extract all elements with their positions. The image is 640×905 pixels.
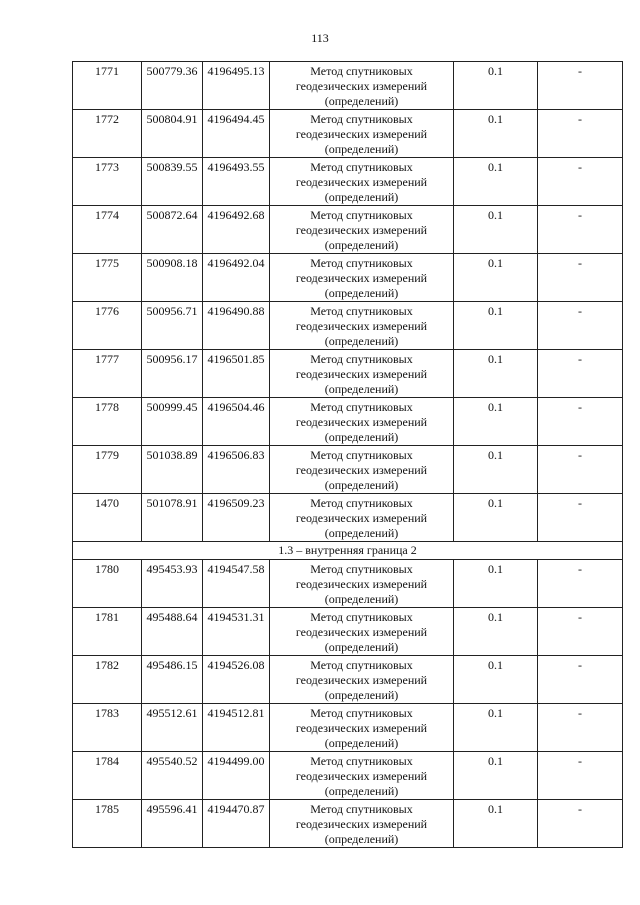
table-row xyxy=(73,206,623,254)
note-cell: - xyxy=(538,608,623,656)
y-coordinate-cell: 4194470.87 xyxy=(203,800,270,848)
table-row xyxy=(73,494,623,542)
method-cell xyxy=(270,110,454,158)
method-line: (определений) xyxy=(324,382,399,396)
method-line: Метод спутниковых xyxy=(310,562,413,576)
accuracy-cell: 0.1 xyxy=(454,398,538,446)
method-line: Метод спутниковых xyxy=(310,448,413,462)
table-row xyxy=(73,704,623,752)
method-line: Метод спутниковых xyxy=(310,160,413,174)
y-coordinate-cell: 4194526.08 xyxy=(203,656,270,704)
y-coordinate-cell: 4196494.45 xyxy=(203,110,270,158)
note-cell: - xyxy=(538,656,623,704)
method-cell xyxy=(270,158,454,206)
method-line: (определений) xyxy=(324,238,399,252)
method-line: (определений) xyxy=(324,592,399,606)
x-coordinate-cell: 500908.18 xyxy=(142,254,203,302)
method-cell xyxy=(270,350,454,398)
method-line: (определений) xyxy=(324,736,399,750)
y-coordinate-cell: 4194531.31 xyxy=(203,608,270,656)
method-line: Метод спутниковых xyxy=(310,658,413,672)
table-row xyxy=(73,560,623,608)
y-coordinate-cell: 4196492.68 xyxy=(203,206,270,254)
table-row xyxy=(73,656,623,704)
method-line: геодезических измерений xyxy=(295,127,428,141)
note-cell: - xyxy=(538,446,623,494)
point-number-cell: 1774 xyxy=(73,206,142,254)
point-number-cell: 1784 xyxy=(73,752,142,800)
method-line: (определений) xyxy=(324,832,399,846)
x-coordinate-cell: 501038.89 xyxy=(142,446,203,494)
y-coordinate-cell: 4196509.23 xyxy=(203,494,270,542)
method-line: геодезических измерений xyxy=(295,577,428,591)
method-line: геодезических измерений xyxy=(295,415,428,429)
method-line: Метод спутниковых xyxy=(310,256,413,270)
method-line: (определений) xyxy=(324,286,399,300)
note-cell: - xyxy=(538,350,623,398)
x-coordinate-cell: 495486.15 xyxy=(142,656,203,704)
method-line: геодезических измерений xyxy=(295,367,428,381)
method-cell xyxy=(270,206,454,254)
note-cell: - xyxy=(538,62,623,110)
method-line: Метод спутниковых xyxy=(310,64,413,78)
method-cell xyxy=(270,494,454,542)
accuracy-cell: 0.1 xyxy=(454,656,538,704)
section-header-row xyxy=(73,542,623,560)
note-cell: - xyxy=(538,254,623,302)
method-line: Метод спутниковых xyxy=(310,610,413,624)
table-row xyxy=(73,254,623,302)
y-coordinate-cell: 4196495.13 xyxy=(203,62,270,110)
x-coordinate-cell: 495488.64 xyxy=(142,608,203,656)
point-number-cell: 1470 xyxy=(73,494,142,542)
method-line: Метод спутниковых xyxy=(310,400,413,414)
point-number-cell: 1773 xyxy=(73,158,142,206)
table-row xyxy=(73,752,623,800)
table-row xyxy=(73,302,623,350)
point-number-cell: 1772 xyxy=(73,110,142,158)
table-row xyxy=(73,62,623,110)
method-line: геодезических измерений xyxy=(295,271,428,285)
y-coordinate-cell: 4194547.58 xyxy=(203,560,270,608)
method-line: геодезических измерений xyxy=(295,463,428,477)
accuracy-cell: 0.1 xyxy=(454,158,538,206)
accuracy-cell: 0.1 xyxy=(454,62,538,110)
accuracy-cell: 0.1 xyxy=(454,494,538,542)
method-cell xyxy=(270,800,454,848)
method-line: Метод спутниковых xyxy=(310,802,413,816)
note-cell: - xyxy=(538,110,623,158)
method-line: геодезических измерений xyxy=(295,511,428,525)
method-line: Метод спутниковых xyxy=(310,112,413,126)
accuracy-cell: 0.1 xyxy=(454,254,538,302)
table-row xyxy=(73,350,623,398)
table-row xyxy=(73,158,623,206)
section-title: 1.3 – внутренняя граница 2 xyxy=(73,542,623,560)
point-number-cell: 1779 xyxy=(73,446,142,494)
method-line: Метод спутниковых xyxy=(310,208,413,222)
y-coordinate-cell: 4196501.85 xyxy=(203,350,270,398)
method-line: (определений) xyxy=(324,688,399,702)
method-cell xyxy=(270,398,454,446)
x-coordinate-cell: 500956.17 xyxy=(142,350,203,398)
note-cell: - xyxy=(538,752,623,800)
method-cell xyxy=(270,752,454,800)
method-line: геодезических измерений xyxy=(295,175,428,189)
coordinates-table xyxy=(72,61,623,848)
method-cell xyxy=(270,560,454,608)
x-coordinate-cell: 500779.36 xyxy=(142,62,203,110)
coordinates-table-body xyxy=(73,62,623,848)
method-cell xyxy=(270,302,454,350)
method-cell xyxy=(270,446,454,494)
note-cell: - xyxy=(538,302,623,350)
point-number-cell: 1781 xyxy=(73,608,142,656)
method-line: (определений) xyxy=(324,478,399,492)
method-line: (определений) xyxy=(324,142,399,156)
method-line: (определений) xyxy=(324,640,399,654)
x-coordinate-cell: 495512.61 xyxy=(142,704,203,752)
point-number-cell: 1785 xyxy=(73,800,142,848)
y-coordinate-cell: 4196490.88 xyxy=(203,302,270,350)
note-cell: - xyxy=(538,494,623,542)
y-coordinate-cell: 4196504.46 xyxy=(203,398,270,446)
point-number-cell: 1780 xyxy=(73,560,142,608)
table-row xyxy=(73,800,623,848)
page-number: 113 xyxy=(311,31,329,45)
accuracy-cell: 0.1 xyxy=(454,302,538,350)
method-line: Метод спутниковых xyxy=(310,706,413,720)
note-cell: - xyxy=(538,800,623,848)
x-coordinate-cell: 500872.64 xyxy=(142,206,203,254)
table-row xyxy=(73,398,623,446)
table-row xyxy=(73,608,623,656)
note-cell: - xyxy=(538,398,623,446)
x-coordinate-cell: 500956.71 xyxy=(142,302,203,350)
method-line: геодезических измерений xyxy=(295,625,428,639)
y-coordinate-cell: 4194512.81 xyxy=(203,704,270,752)
method-line: геодезических измерений xyxy=(295,673,428,687)
point-number-cell: 1776 xyxy=(73,302,142,350)
table-row xyxy=(73,110,623,158)
point-number-cell: 1778 xyxy=(73,398,142,446)
accuracy-cell: 0.1 xyxy=(454,752,538,800)
accuracy-cell: 0.1 xyxy=(454,206,538,254)
x-coordinate-cell: 500804.91 xyxy=(142,110,203,158)
x-coordinate-cell: 500839.55 xyxy=(142,158,203,206)
point-number-cell: 1775 xyxy=(73,254,142,302)
accuracy-cell: 0.1 xyxy=(454,350,538,398)
method-line: геодезических измерений xyxy=(295,319,428,333)
x-coordinate-cell: 500999.45 xyxy=(142,398,203,446)
method-line: (определений) xyxy=(324,784,399,798)
note-cell: - xyxy=(538,704,623,752)
y-coordinate-cell: 4196506.83 xyxy=(203,446,270,494)
point-number-cell: 1777 xyxy=(73,350,142,398)
point-number-cell: 1782 xyxy=(73,656,142,704)
x-coordinate-cell: 495540.52 xyxy=(142,752,203,800)
accuracy-cell: 0.1 xyxy=(454,446,538,494)
note-cell: - xyxy=(538,158,623,206)
method-line: (определений) xyxy=(324,430,399,444)
method-line: геодезических измерений xyxy=(295,79,428,93)
method-line: геодезических измерений xyxy=(295,223,428,237)
method-line: (определений) xyxy=(324,94,399,108)
x-coordinate-cell: 495596.41 xyxy=(142,800,203,848)
method-line: (определений) xyxy=(324,526,399,540)
y-coordinate-cell: 4196492.04 xyxy=(203,254,270,302)
x-coordinate-cell: 501078.91 xyxy=(142,494,203,542)
point-number-cell: 1783 xyxy=(73,704,142,752)
method-cell xyxy=(270,656,454,704)
method-cell xyxy=(270,62,454,110)
point-number-cell: 1771 xyxy=(73,62,142,110)
table-row xyxy=(73,446,623,494)
method-line: (определений) xyxy=(324,190,399,204)
accuracy-cell: 0.1 xyxy=(454,800,538,848)
accuracy-cell: 0.1 xyxy=(454,608,538,656)
method-cell xyxy=(270,254,454,302)
accuracy-cell: 0.1 xyxy=(454,704,538,752)
x-coordinate-cell: 495453.93 xyxy=(142,560,203,608)
note-cell: - xyxy=(538,206,623,254)
method-line: Метод спутниковых xyxy=(310,304,413,318)
method-line: (определений) xyxy=(324,334,399,348)
method-line: геодезических измерений xyxy=(295,769,428,783)
method-line: Метод спутниковых xyxy=(310,496,413,510)
y-coordinate-cell: 4196493.55 xyxy=(203,158,270,206)
method-line: геодезических измерений xyxy=(295,817,428,831)
method-line: Метод спутниковых xyxy=(310,754,413,768)
accuracy-cell: 0.1 xyxy=(454,560,538,608)
y-coordinate-cell: 4194499.00 xyxy=(203,752,270,800)
method-cell xyxy=(270,608,454,656)
note-cell: - xyxy=(538,560,623,608)
accuracy-cell: 0.1 xyxy=(454,110,538,158)
method-line: геодезических измерений xyxy=(295,721,428,735)
method-line: Метод спутниковых xyxy=(310,352,413,366)
method-cell xyxy=(270,704,454,752)
